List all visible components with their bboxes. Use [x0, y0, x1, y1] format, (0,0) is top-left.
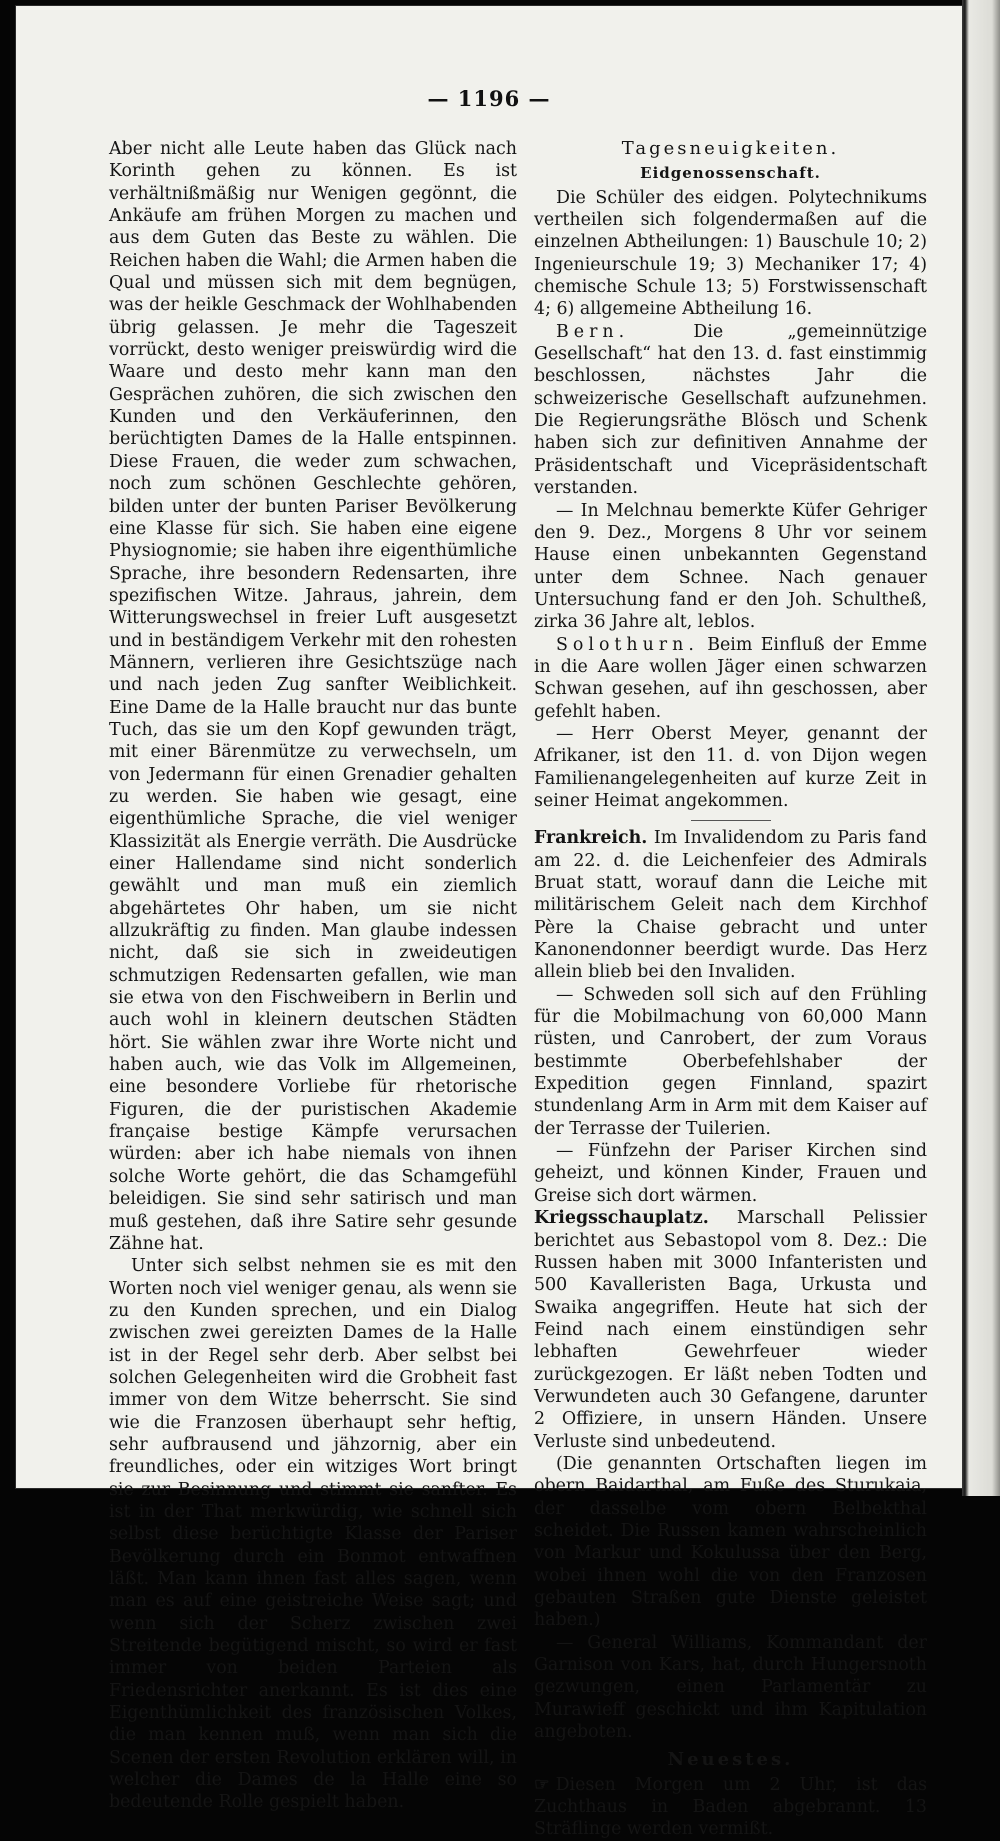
- news-text: bemerkte Küfer Gehriger den 9. Dez., Morgens 8 Uhr vor seinem Hause einen unbekannten Gegenstand unter dem Schnee. Nach genauer Untersuchung fand er den Joh. Schultheß, zirka 36 Jahre alt, leblos.: [534, 500, 927, 633]
- section-lead-france: Frankreich.: [534, 828, 648, 849]
- section-lead-war: Kriegsschauplatz.: [534, 1208, 709, 1229]
- section-divider: [691, 820, 771, 821]
- left-column: [109, 138, 517, 1814]
- news-item: [534, 1207, 927, 1453]
- article-paragraph: Unter sich selbst nehmen sie es mit den Worten noch viel weniger genau, als wenn sie zu den Kunden sprechen, und ein Dialog zwischen zwei gereizten Dames de la Halle ist in der Regel sehr derb. Aber selbst bei solchen Gelegenheiten wird die Grobheit fast immer von dem Witze beherrscht. Sie sind wie die Franzosen überhaupt sehr heftig, sehr aufbrausend und jähzornig, aber ein freundliches, oder ein witziges Wort bringt sie zur Besinnung und stimmt sie sanfter. Es ist in der That merkwürdig, wie schnell sich selbst diese berüchtigte Klasse der Pariser Bevölkerung durch ein Bonmot entwaffnen läßt. Man kann ihnen fast alles sagen, wenn man es auf eine geistreiche Weise sagt; und wenn sich der Scherz zwischen zwei Streitende begütigend mischt, so wird er fast immer von beiden Parteien als Friedensrichter anerkannt. Es ist dies eine Eigenthümlichkeit des französischen Volkes, die man kennen muß, wenn man sich die Scenen der ersten Revolution erklären will, in welcher die Dames de la Halle eine so bedeutende Rolle gespielt haben.: [109, 1256, 517, 1813]
- book-spine: [962, 0, 1000, 1496]
- section-heading-latest: Neuestes.: [667, 1749, 794, 1771]
- news-text: Die „gemeinnützige Gesellschaft“ hat den 13. d. fast einstimmig beschlossen, nächstes Jahr die schweizerische Gesellschaft aufzunehmen. Die Regierungsräthe Blösch und Schenk haben sich zur definitiven Annahme der Präsidentschaft und Vicepräsidentschaft verstanden.: [534, 321, 927, 499]
- news-item: [534, 500, 927, 634]
- section-heading-switzerland: Eidgenossenschaft.: [640, 164, 821, 183]
- news-item: [534, 1774, 927, 1841]
- news-text: Beim Einfluß der Emme in die Aare wollen Jäger einen schwarzen Schwan gesehen, auf ihn geschossen, aber gefehlt haben.: [534, 634, 927, 722]
- pointing-hand-icon: ☞: [534, 1774, 550, 1795]
- news-item: [534, 634, 927, 723]
- news-text: Marschall Pelissier berichtet aus Sebastopol vom 8. Dez.: Die Russen haben mit 3000 Infanteristen und 500 Kavalleristen Baga, Urkusta und Swaika angegriffen. Heute hat sich der Feind nach einem einstündigen sehr lebhaften Gewehrfeuer wieder zurückgezogen. Er läßt neben Todten und Verwundeten auch 30 Gefangene, darunter 2 Offiziere, in unsern Händen. Unsere Verluste sind unbedeutend.: [534, 1208, 927, 1452]
- news-item: [534, 187, 927, 321]
- article-paragraph: Aber nicht alle Leute haben das Glück nach Korinth gehen zu können. Es ist verhältnißmäßig nur Wenigen gegönnt, die Ankäufe am frühen Morgen zu machen und aus dem Guten das Beste zu wählen. Die Reichen haben die Wahl; die Armen haben die Qual und müssen sich mit dem begnügen, was der heikle Geschmack der Wohlhabenden übrig gelassen. Je mehr die Tageszeit vorrückt, desto weniger preiswürdig wird die Waare und desto mehr kann man den Gesprächen zuhören, die sich zwischen den Kunden und den Verkäuferinnen, den berüchtigten Dames de la Halle entspinnen. Diese Frauen, die weder zum schwachen, noch zum schönen Geschlechte gehören, bilden unter der bunten Pariser Bevölkerung eine Klasse für sich. Sie haben eine eigene Physiognomie; sie haben ihre eigenthümliche Sprache, ihre besondern Redensarten, ihre spezifischen Witze. Jahraus, jahrein, dem Witterungswechsel in freier Luft ausgesetzt und in beständigem Verkehr mit den rohesten Männern, verlieren ihre Gesichtszüge nach und nach jeden Zug sanfter Weiblichkeit. Eine Dame de la Halle braucht nur das bunte Tuch, das sie um den Kopf gewunden trägt, mit einer Bärenmütze zu verwechseln, um von Jedermann für einen Grenadier gehalten zu werden. Sie haben wie gesagt, eine eigenthümliche Sprache, die viel weniger Klassizität als Energie verräth. Die Ausdrücke einer Hallendame sind nicht sonderlich gewählt und man muß ein ziemlich abgehärtetes Ohr haben, um sie nicht allzukräftig zu finden. Man glaube indessen nicht, daß sie sich in zweideutigen schmutzigen Redensarten gefallen, wie man sie etwa von den Fischweibern in Berlin und auch wohl in kleinern deutschen Städten hört. Sie wählen zwar ihre Worte nicht und haben auch, wie das Volk im Allgemeinen, eine besondere Vorliebe für rhetorische Figuren, die der puristischen Akademie française bestige Kämpfe verursachen würden: aber ich habe niemals von ihnen solche Worte gehört, die das Schamgefühl beleidigen. Sie sind sehr satirisch und man muß gestehen, daß ihre Satire sehr gesunde Zähne hat.: [109, 139, 517, 1254]
- news-item: [534, 827, 927, 983]
- news-item: — Schweden soll sich auf den Frühling für die Mobilmachung von 60,000 Mann rüsten, und Canrobert, der zum Voraus bestimmte Oberbefehlshaber der Expedition gegen Finnland, spazirt stundenlang Arm in Arm mit dem Kaiser auf der Terrasse der Tuilerien.: [534, 984, 927, 1139]
- news-lead: Bern.: [556, 321, 630, 342]
- news-heading: Tagesneuigkeiten.: [621, 138, 840, 159]
- news-item: [534, 321, 927, 500]
- news-text: genannt der Afrikaner, ist den 11. d. von Dijon wegen Familienangelegenheiten auf kurze Zeit in seiner Heimat angekommen.: [534, 723, 927, 811]
- news-text: Im Invalidendom zu Paris fand am 22. d. die Leichenfeier des Admirals Bruat statt, worauf dann die Leiche mit militärischem Geleit nach dem Kirchhof Père la Chaise gebracht und unter Kanonendonner beerdigt wurde. Das Herz allein blieb bei den Invaliden.: [534, 828, 927, 983]
- news-text: Diesen Morgen um 2 Uhr, ist das Zuchthaus in Baden abgebrannt. 13 Sträflinge werden vermißt.: [534, 1774, 927, 1840]
- news-item: — Fünfzehn der Pariser Kirchen sind geheizt, und können Kinder, Frauen und Greise sich dort wärmen.: [534, 1141, 927, 1206]
- news-lead: — Herr Oberst Meyer,: [556, 723, 790, 744]
- news-text: Die Schüler des eidgen. Polytechnikums vertheilen sich folgendermaßen auf die einzelnen Abtheilungen: 1) Bauschule 10; 2) Ingenieurschule 19; 3) Mechaniker 17; 4) chemische Schule 13; 5) Forstwissenschaft 4; 6) allgemeine Abtheilung 16.: [534, 187, 927, 320]
- right-column: [534, 138, 927, 1841]
- news-lead: — In Melchnau: [556, 500, 694, 521]
- newspaper-page: [16, 6, 962, 1840]
- news-lead: Solothurn.: [556, 634, 699, 655]
- news-item: — General Williams, Kommandant der Garnison von Kars, hat, durch Hungersnoth gezwungen, einen Parlamentär zu Murawieff geschickt und ihm Kapitulation angeboten.: [534, 1632, 927, 1743]
- news-item: (Die genannten Ortschaften liegen im obern Baidarthal, am Fuße des Sturukaia, der dasselbe vom obern Belbekthal scheidet. Die Russen kamen wahrscheinlich von Markur und Kokulussa über den Berg, wobei ihnen wohl die von den Franzosen gebauten Straßen gute Dienste geleistet haben.): [534, 1453, 927, 1631]
- news-item: [534, 723, 927, 812]
- page-number: — 1196 —: [427, 86, 551, 111]
